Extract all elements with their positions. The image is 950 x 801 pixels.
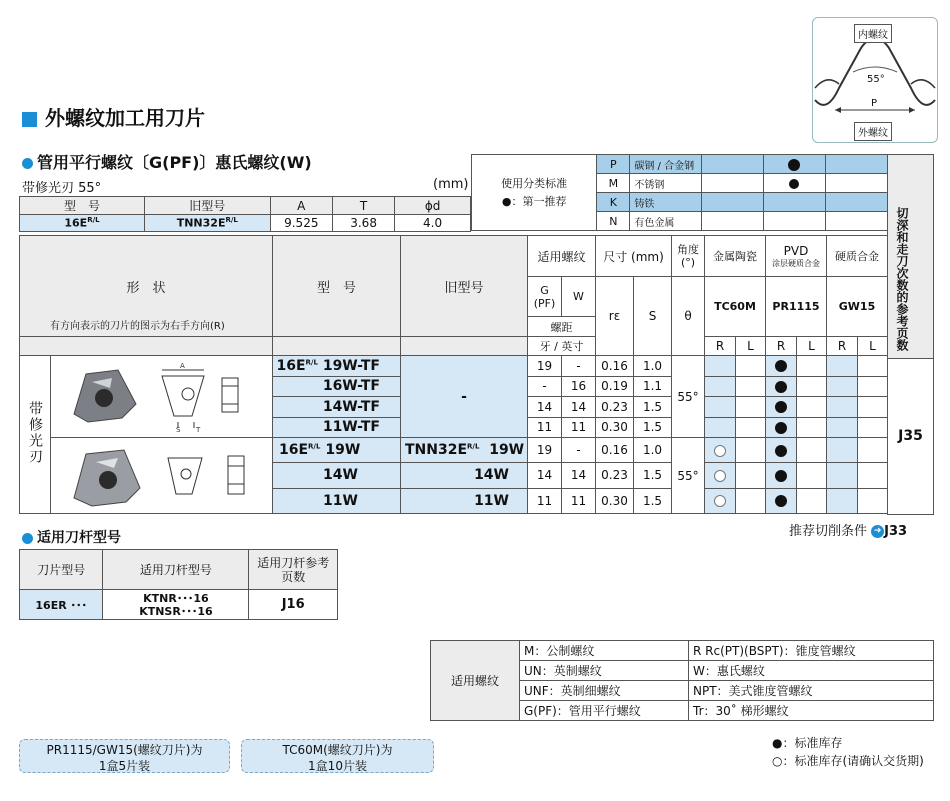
holder-table: [19, 549, 338, 620]
angle-value: 55°: [672, 438, 705, 514]
insert-spec-table: [19, 196, 471, 232]
w-value: -: [562, 356, 596, 377]
cermet-header: 金属陶瓷: [705, 236, 766, 277]
old-model-header: 旧型号: [401, 236, 528, 337]
class-name-p: 碳钢 / 合金钢: [630, 155, 701, 174]
s-value: 1.5: [634, 463, 672, 488]
holder-header-page: 适用刀杆参考页数: [249, 550, 338, 590]
g-value: 14: [528, 397, 562, 418]
tpi-header: 牙 / 英寸: [528, 337, 596, 356]
stock-ring-icon: [714, 470, 726, 482]
reference-header: 切深和走刀次数的参考页数: [895, 207, 909, 351]
re-value: 0.16: [596, 438, 634, 463]
insert-drawing-icon: [52, 438, 272, 510]
spec-header-t: T: [332, 197, 394, 215]
pvd-header: PVD 涂层硬质合金: [766, 236, 827, 277]
recommend-link[interactable]: 推荐切削条件 ➜ J33: [789, 524, 908, 539]
holder-models: KTNR･･･16 KTNSR･･･16: [103, 590, 249, 620]
class-code-m: M: [597, 174, 630, 193]
re-header: rε: [596, 277, 634, 356]
size-header: 尺寸 (mm): [596, 236, 672, 277]
legend-confirm: ○：标准库存(请确认交货期): [772, 754, 924, 768]
spec-model: $16E^{R/L}$: [20, 215, 145, 232]
carbide-header: 硬质合金: [827, 236, 888, 277]
stock-dot-icon: [788, 159, 800, 171]
model-cell: 11W-TF: [273, 417, 401, 438]
reference-column: [887, 154, 934, 515]
svg-text:S: S: [175, 426, 180, 434]
class-name-k: 铸铁: [630, 193, 701, 212]
spec-a-value: 9.525: [270, 215, 332, 232]
spec-header-a: A: [270, 197, 332, 215]
re-value: 0.16: [596, 356, 634, 377]
pitch-label: P: [871, 98, 878, 109]
stock-dot-icon: [789, 179, 799, 189]
class-code-n: N: [597, 212, 630, 231]
note-pack-10: TC60M(螺纹刀片)为 1盒10片装: [241, 739, 434, 773]
stock-dot-icon: [775, 381, 787, 393]
class-name-n: 有色金属: [630, 212, 701, 231]
stock-ring-icon: [714, 495, 726, 507]
s-header: S: [634, 277, 672, 356]
legend-standard: ●：标准库存: [772, 736, 843, 750]
main-insert-table: [19, 235, 888, 514]
class-code-p: P: [597, 155, 630, 174]
angle-label: 55°: [867, 74, 885, 85]
arrow-right-icon: ➜: [871, 525, 884, 538]
stock-dot-icon: [775, 495, 787, 507]
re-value: 0.23: [596, 397, 634, 418]
angle-header: 角度 (°): [672, 236, 705, 277]
thread-types-label: 适用螺纹: [431, 641, 520, 721]
re-value: 0.30: [596, 417, 634, 438]
table-row: [20, 438, 888, 463]
spec-header-d: ϕd: [395, 197, 471, 215]
model-header: 型 号: [273, 236, 401, 337]
insert-spec-label: 带修光刃 55°: [22, 181, 102, 196]
stock-dot-icon: [775, 445, 787, 457]
class-name-m: 不锈钢: [630, 174, 701, 193]
pitch-header: 螺距: [528, 317, 596, 337]
holder-header-holder: 适用刀杆型号: [103, 550, 249, 590]
model-cell: $16E^{R/L}$ 19W-TF: [273, 356, 401, 377]
spec-old-model: $TNN32E^{R/L}$: [145, 215, 271, 232]
legend: [772, 734, 924, 770]
shape-header: 形 状 有方向表示的刀片的图示为右手方向(R): [20, 236, 273, 337]
g-value: 11: [528, 417, 562, 438]
side-label: 带修光刃: [20, 356, 51, 514]
model-cell: 14W: [273, 463, 401, 488]
holder-page: J16: [249, 590, 338, 620]
hand-l: L: [858, 337, 888, 356]
rl-sub: R/L: [305, 358, 318, 367]
section-subtitle: 管用平行螺纹〔G(PF)〕惠氏螺纹(W): [22, 150, 312, 173]
insert-drawing-icon: [52, 356, 272, 434]
g-value: 14: [528, 463, 562, 488]
stock-dot-icon: [775, 360, 787, 372]
s-value: 1.1: [634, 376, 672, 397]
circle-bullet-icon: [22, 533, 33, 544]
re-value: 0.23: [596, 463, 634, 488]
stock-ring-icon: [714, 445, 726, 457]
hand-r: R: [766, 337, 797, 356]
hand-l: L: [797, 337, 827, 356]
grade-tc60m: TC60M: [705, 277, 766, 337]
s-value: 1.5: [634, 397, 672, 418]
s-value: 1.0: [634, 438, 672, 463]
w-value: 14: [562, 397, 596, 418]
internal-thread-label: 内螺纹: [854, 24, 892, 43]
hand-r: R: [827, 337, 858, 356]
classification-legend: 使用分类标准 ●：第一推荐: [472, 155, 597, 231]
spec-header-old-model: 旧型号: [145, 197, 271, 215]
spec-d-value: 4.0: [395, 215, 471, 232]
rl-sub: R/L: [308, 442, 321, 451]
rl-sub: R/L: [467, 442, 480, 451]
holder-title: 适用刀杆型号: [22, 527, 121, 547]
grade-pr1115: PR1115: [766, 277, 827, 337]
angle-value: 55°: [672, 356, 705, 438]
re-value: 0.30: [596, 488, 634, 513]
spec-t-value: 3.68: [332, 215, 394, 232]
stock-dot-icon: [775, 470, 787, 482]
model-cell: 11W: [273, 488, 401, 513]
g-value: 19: [528, 356, 562, 377]
theta-header: θ: [672, 277, 705, 356]
hand-l: L: [736, 337, 766, 356]
s-value: 1.0: [634, 356, 672, 377]
w-value: 14: [562, 463, 596, 488]
w-value: -: [562, 438, 596, 463]
g-value: 11: [528, 488, 562, 513]
note-pack-5: PR1115/GW15(螺纹刀片)为 1盒5片装: [19, 739, 230, 773]
unit-label: (mm): [433, 177, 469, 192]
table-row: [20, 356, 888, 377]
g-value: -: [528, 376, 562, 397]
model-cell: $16E^{R/L}$ 19W: [273, 438, 401, 463]
re-value: 0.19: [596, 376, 634, 397]
external-thread-label: 外螺纹: [854, 122, 892, 141]
stock-dot-icon: [775, 422, 787, 434]
g-pf-header: G (PF): [528, 277, 562, 317]
g-value: 19: [528, 438, 562, 463]
class-code-k: K: [597, 193, 630, 212]
circle-bullet-icon: [22, 158, 33, 169]
model-cell: 14W-TF: [273, 397, 401, 418]
insert-image-group1: [51, 356, 273, 438]
reference-page: J35: [898, 428, 923, 444]
old-model-cell: $TNN32E^{R/L}$ 19W: [401, 438, 528, 463]
svg-text:A: A: [179, 362, 185, 370]
rl-sub: R/L: [87, 216, 100, 225]
holder-header-insert: 刀片型号: [20, 550, 103, 590]
w-header: W: [562, 277, 596, 317]
old-model-cell: 14W: [401, 463, 528, 488]
classification-table: [471, 154, 888, 231]
s-value: 1.5: [634, 417, 672, 438]
svg-text:T: T: [195, 426, 200, 434]
thread-diagram: [812, 17, 938, 143]
model-cell: 16W-TF: [273, 376, 401, 397]
w-value: 11: [562, 417, 596, 438]
old-model-cell: -: [401, 356, 528, 438]
holder-insert: 16ER ･･･: [20, 590, 103, 620]
s-value: 1.5: [634, 488, 672, 513]
applicable-thread-header: 适用螺纹: [528, 236, 596, 277]
hand-r: R: [705, 337, 736, 356]
w-value: 11: [562, 488, 596, 513]
w-value: 16: [562, 376, 596, 397]
grade-gw15: GW15: [827, 277, 888, 337]
rl-sub: R/L: [225, 216, 238, 225]
square-bullet-icon: [22, 112, 37, 127]
stock-dot-icon: [775, 401, 787, 413]
insert-image-group2: [51, 438, 273, 514]
spec-header-model: 型 号: [20, 197, 145, 215]
thread-types-table: 适用螺纹 M：公制螺纹 R Rc(PT)(BSPT)：锥度管螺纹 UN：英制螺纹 W：惠氏螺纹 UNF：英制细螺纹 NPT：美式锥度管螺纹 G(PF)：管用平行螺纹 Tr：30˚ 梯形螺纹: [430, 640, 934, 721]
page-title: 外螺纹加工用刀片: [22, 102, 205, 131]
old-model-cell: 11W: [401, 488, 528, 513]
